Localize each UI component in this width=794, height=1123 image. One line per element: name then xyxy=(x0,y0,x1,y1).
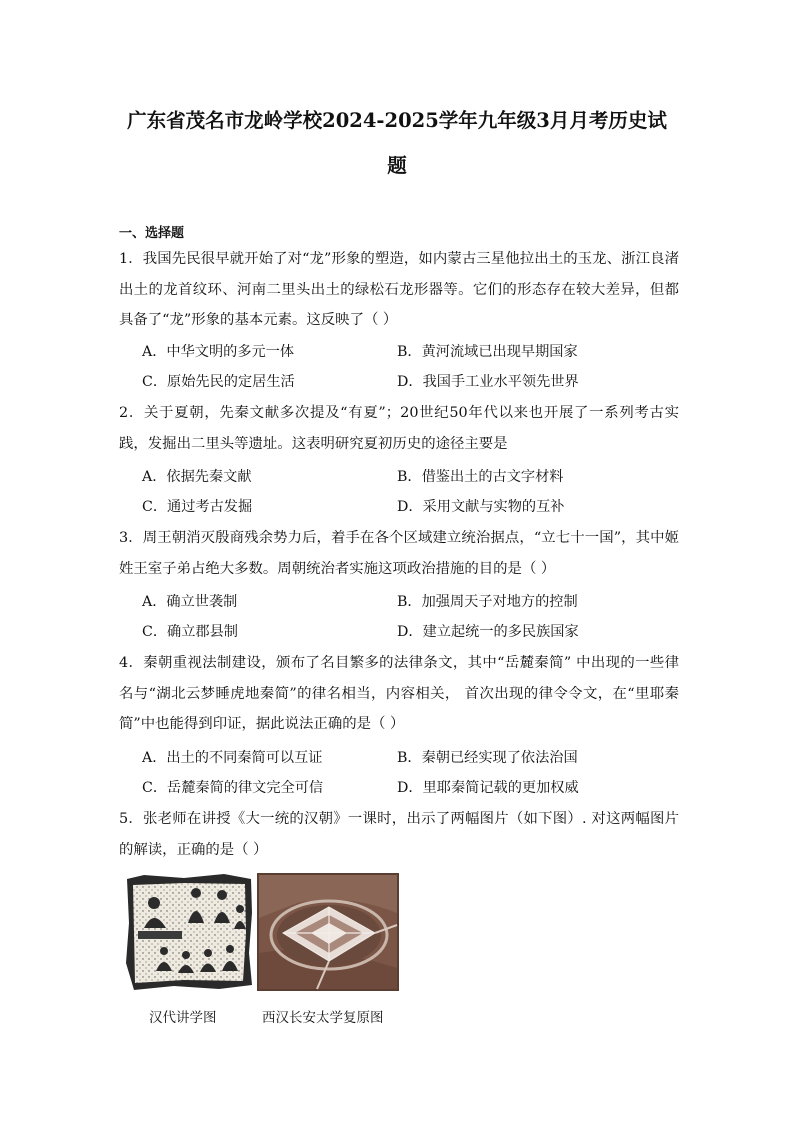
question-3-option-c[interactable]: C．确立郡县制 xyxy=(142,624,238,640)
question-4-option-a[interactable]: A．出土的不同秦简可以互证 xyxy=(142,750,323,766)
question-5-stem: 5．张老师在讲授《大一统的汉朝》一课时，出示了两幅图片（如下图）. 对这两幅图片的解读，正确的是（ ） xyxy=(119,811,679,858)
question-3-option-a[interactable]: A．确立世袭制 xyxy=(142,594,238,610)
question-4-option-d[interactable]: D．里耶秦简记载的更加权威 xyxy=(397,780,579,796)
section-heading: 一、选择题 xyxy=(119,226,185,241)
title-line-2: 题 xyxy=(387,154,407,177)
figure-1-caption: 汉代讲学图 xyxy=(149,1010,217,1026)
question-4-stem: 4．秦朝重视法制建设，颁布了名目繁多的法律条文，其中“岳麓秦简” 中出现的一些律名与“湖北云梦睡虎地秦简”的律名相当，内容相关， 首次出现的律令令文，在“里耶秦简”中也能得到印证，据此说法正确的是（ ） xyxy=(119,655,679,732)
page-title xyxy=(110,98,684,188)
question-3-option-d[interactable]: D．建立起统一的多民族国家 xyxy=(397,624,579,640)
question-2-option-b[interactable]: B．借鉴出土的古文字材料 xyxy=(397,469,564,485)
question-3-stem: 3．周王朝消灭殷商残余势力后，着手在各个区域建立统治据点，“立七十一国”，其中姬姓王室子弟占绝大多数。周朝统治者实施这项政治措施的目的是（ ） xyxy=(119,530,679,577)
han-lecture-image xyxy=(124,873,254,995)
title-line-1: 广东省茂名市龙岭学校2024-2025学年九年级3月月考历史试 xyxy=(127,109,667,132)
question-1-option-c[interactable]: C．原始先民的定居生活 xyxy=(142,374,295,390)
question-1-option-b[interactable]: B．黄河流域已出现早期国家 xyxy=(397,344,578,360)
question-3-option-b[interactable]: B．加强周天子对地方的控制 xyxy=(397,594,578,610)
question-2-option-d[interactable]: D．采用文献与实物的互补 xyxy=(397,499,565,515)
question-2-stem: 2．关于夏朝，先秦文献多次提及“有夏”；20世纪50年代以来也开展了一系列考古实践，发掘出二里头等遗址。这表明研究夏初历史的途径主要是 xyxy=(119,405,679,452)
figure-2-caption: 西汉长安太学复原图 xyxy=(262,1010,384,1026)
question-4-option-b[interactable]: B．秦朝已经实现了依法治国 xyxy=(397,750,578,766)
taixue-reconstruction-image xyxy=(257,873,399,995)
question-2-option-c[interactable]: C．通过考古发掘 xyxy=(142,499,253,515)
question-1-option-a[interactable]: A．中华文明的多元一体 xyxy=(142,344,295,360)
question-1-option-d[interactable]: D．我国手工业水平领先世界 xyxy=(397,374,579,390)
question-2-option-a[interactable]: A．依据先秦文献 xyxy=(142,469,252,485)
question-4-option-c[interactable]: C．岳麓秦简的律文完全可信 xyxy=(142,780,324,796)
question-1-stem: 1．我国先民很早就开始了对“龙”形象的塑造，如内蒙古三星他拉出土的玉龙、浙江良渚出土的龙首纹环、河南二里头出土的绿松石龙形器等。它们的形态存在较大差异，但都具备了“龙”形象的基本元素。这反映了（ ） xyxy=(119,251,679,328)
